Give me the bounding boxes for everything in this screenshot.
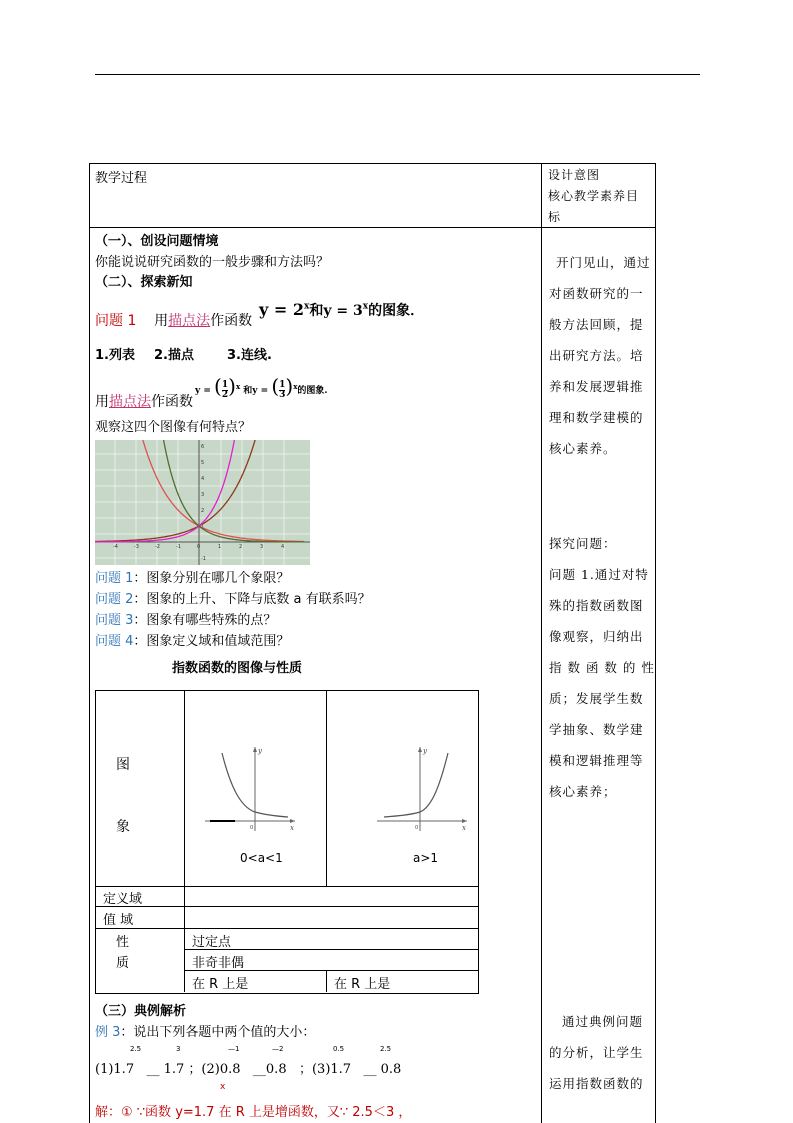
sidebar-block1-line1: 开门见山，通过 bbox=[556, 255, 651, 270]
inc-x-label: x bbox=[462, 824, 466, 832]
props-row-range bbox=[95, 928, 478, 929]
exponential-graph bbox=[95, 440, 310, 565]
header-right-3: 标 bbox=[548, 210, 562, 224]
dec-y-arrow bbox=[253, 747, 257, 752]
question-2 bbox=[95, 588, 371, 607]
sup-3: —1 bbox=[228, 1045, 240, 1053]
example-text: ：说出下列各题中两个值的大小： bbox=[120, 1025, 316, 1040]
plot2-post: 作函数 bbox=[151, 394, 193, 410]
fixed-point-label: 过定点 bbox=[192, 935, 232, 950]
sidebar-block3-line1: 通过典例问题 bbox=[562, 1014, 644, 1029]
formula-tail: 的图象． bbox=[368, 303, 425, 319]
example-line bbox=[95, 1021, 315, 1040]
q4-text: ：图象定义域和值域范围？ bbox=[133, 634, 290, 649]
problem1-formula bbox=[259, 300, 424, 320]
graph-x-tick: 4 bbox=[281, 544, 285, 550]
solution-line: 解：① ∵函数 y=1.7 在 R 上是增函数，又∵ 2.5＜3 ， bbox=[95, 1105, 412, 1120]
props-graph-char-2: 象 bbox=[116, 819, 130, 835]
q2-text: ：图象的上升、下降与底数 a 有联系吗？ bbox=[133, 592, 371, 607]
sidebar-block2-line8: 模和逻辑推理等 bbox=[549, 753, 644, 768]
inc-y-label: y bbox=[423, 747, 427, 755]
graph-increasing bbox=[372, 745, 472, 835]
step-3: 3.连线. bbox=[227, 348, 272, 363]
graph-decreasing bbox=[200, 745, 300, 835]
sup-5: 0.5 bbox=[333, 1045, 345, 1053]
props-graph-char-1: 图 bbox=[116, 757, 130, 773]
formula-exp-1: x bbox=[303, 301, 310, 312]
observe-text: 观察这四个图像有何特点？ bbox=[95, 420, 252, 435]
graph-y-tick: 5 bbox=[201, 460, 205, 466]
case-right: a>1 bbox=[413, 851, 439, 865]
sidebar-block2-line3: 殊的指数函数图 bbox=[549, 598, 644, 613]
graph-y-tick: 3 bbox=[201, 492, 205, 498]
sidebar-block1-line6: 理和数学建模的 bbox=[549, 410, 644, 425]
dec-y-label: y bbox=[258, 747, 262, 755]
problem1-line bbox=[95, 310, 252, 330]
section3-heading: （三）典例解析 bbox=[95, 1004, 187, 1019]
header-right-1: 设计意图 bbox=[548, 168, 601, 182]
header-left: 教学过程 bbox=[95, 171, 148, 186]
mono-left-label: 在 R 上是 bbox=[192, 977, 249, 992]
f-and: 和y = bbox=[243, 386, 269, 396]
f-exp-2: x bbox=[293, 382, 298, 391]
range-label: 值 域 bbox=[103, 913, 134, 928]
inc-x-arrow bbox=[462, 819, 467, 823]
dec-x-arrow bbox=[290, 819, 295, 823]
question-1 bbox=[95, 567, 289, 586]
q4-label: 问题 4 bbox=[95, 634, 134, 649]
f-third-den: 3 bbox=[279, 390, 286, 400]
graph-y-tick: 2 bbox=[201, 508, 205, 514]
table-mid bbox=[541, 163, 542, 1123]
sidebar-block2-line6: 质；发展学生数 bbox=[549, 691, 644, 706]
table-top bbox=[89, 163, 656, 164]
props-title: 指数函数的图像与性质 bbox=[172, 661, 303, 676]
header-right-2: 核心教学素养目 bbox=[548, 189, 640, 203]
sup-2: 3 bbox=[176, 1045, 181, 1053]
inc-y-arrow bbox=[418, 747, 422, 752]
plot2-pre: 用 bbox=[95, 394, 109, 410]
q1-text: ：图象分别在哪几个象限？ bbox=[133, 571, 290, 586]
problem1-post: 作函数 bbox=[210, 313, 253, 329]
sidebar-block2-line2: 问题 1.通过对特 bbox=[549, 567, 649, 582]
q3-label: 问题 3 bbox=[95, 613, 134, 628]
props-col1 bbox=[184, 690, 185, 992]
formula-y2: y = 2 bbox=[259, 300, 304, 319]
sidebar-block1-line3: 般方法回顾，提 bbox=[549, 317, 644, 332]
case-left: 0<a<1 bbox=[240, 851, 283, 865]
graph-x-tick: 3 bbox=[260, 544, 264, 550]
formula-exp-2: x bbox=[362, 301, 369, 312]
sidebar-block2-line1: 探究问题： bbox=[549, 536, 617, 551]
sidebar-block1-line5: 养和发展逻辑推 bbox=[549, 379, 644, 394]
section1-question: 你能说说研究函数的一般步骤和方法吗？ bbox=[95, 255, 330, 270]
plot2-link[interactable]: 描点法 bbox=[109, 394, 151, 410]
sidebar-block2-line9: 核心素养； bbox=[549, 784, 617, 799]
mono-right-label: 在 R 上是 bbox=[334, 977, 391, 992]
f-y1: y = bbox=[195, 386, 211, 396]
question-4 bbox=[95, 630, 289, 649]
sup-1: 2.5 bbox=[130, 1045, 142, 1053]
sidebar-block3-line3: 运用指数函数的 bbox=[549, 1076, 644, 1091]
f-third-num: 1 bbox=[279, 380, 286, 390]
problem1-pre: 用 bbox=[154, 313, 169, 329]
q3-text: ：图象有哪些特殊的点？ bbox=[133, 613, 277, 628]
sidebar-block1-line2: 对函数研究的一 bbox=[549, 286, 644, 301]
sidebar-block2-line5: 指 数 函 数 的 性 bbox=[549, 660, 655, 675]
props-col2-mono bbox=[326, 970, 327, 992]
f-exp-1: x bbox=[235, 382, 241, 391]
step-1: 1.列表 bbox=[95, 348, 135, 363]
graph-x-tick: 0 bbox=[197, 544, 201, 550]
q1-label: 问题 1 bbox=[95, 571, 134, 586]
inc-curve bbox=[384, 753, 448, 817]
header-rule bbox=[95, 74, 700, 75]
f-half-den: 2 bbox=[221, 390, 229, 400]
dec-x-label: x bbox=[290, 824, 294, 832]
sidebar-block2-line7: 学抽象、数学建 bbox=[549, 722, 644, 737]
props-row-graph bbox=[95, 886, 478, 887]
table-left bbox=[89, 163, 90, 1123]
graph-x-tick: 2 bbox=[239, 544, 243, 550]
q2-label: 问题 2 bbox=[95, 592, 134, 607]
graph-x-tick: -2 bbox=[155, 544, 160, 550]
graph-y-tick: -1 bbox=[201, 556, 206, 562]
step-2: 2.描点 bbox=[154, 348, 194, 363]
graph-x-tick: -3 bbox=[134, 544, 139, 550]
graph-y-tick: 1 bbox=[201, 524, 205, 530]
domain-label: 定义域 bbox=[103, 892, 143, 907]
props-col2-graph bbox=[326, 690, 327, 886]
sup-6: 2.5 bbox=[380, 1045, 392, 1053]
parity-label: 非奇非偶 bbox=[192, 956, 245, 971]
problem1-link[interactable]: 描点法 bbox=[168, 313, 211, 329]
section1-heading: （一）、创设问题情境 bbox=[95, 234, 219, 249]
sidebar-block3-line2: 的分析，让学生 bbox=[549, 1045, 644, 1060]
comparison-line: (1)1.7 __ 1.7 ；(2)0.8 __0.8 ；(3)1.7 __ 0.8 bbox=[95, 1062, 402, 1077]
f-tail: 的图象. bbox=[297, 386, 328, 396]
formula-y3: 和y = 3 bbox=[309, 303, 363, 319]
f-half-num: 1 bbox=[221, 380, 229, 390]
question-3 bbox=[95, 609, 276, 628]
dec-origin: 0 bbox=[250, 825, 254, 831]
table-row-divider bbox=[89, 227, 656, 228]
props-row-domain bbox=[95, 906, 478, 907]
sup-4: —2 bbox=[272, 1045, 284, 1053]
sidebar-block1-line4: 出研究方法。培 bbox=[549, 348, 644, 363]
plot2-formula: y = ( $\frac{1}{2}$ )$^x$ 和y = ( $\frac{1}{3}$ )$^x$的图象. bbox=[195, 374, 328, 400]
section2-heading: （二）、探索新知 bbox=[95, 275, 193, 290]
inc-origin: 0 bbox=[415, 825, 419, 831]
graph-x-tick: 1 bbox=[218, 544, 222, 550]
x-mark: x bbox=[220, 1082, 226, 1092]
graph-x-tick: -4 bbox=[113, 544, 118, 550]
table-right bbox=[655, 163, 656, 1123]
graph-x-tick: -1 bbox=[176, 544, 181, 550]
problem1-label: 问题 1 bbox=[95, 313, 137, 329]
graph-y-tick: 6 bbox=[201, 444, 205, 450]
prop-char-2: 质 bbox=[116, 956, 130, 971]
graph-y-tick: 4 bbox=[201, 476, 205, 482]
sidebar-block2-line4: 像观察，归纳出 bbox=[549, 629, 644, 644]
sidebar-block1-line7: 核心素养。 bbox=[549, 441, 617, 456]
prop-char-1: 性 bbox=[116, 935, 130, 950]
example-label: 例 3 bbox=[95, 1025, 121, 1040]
plot2-line bbox=[95, 391, 193, 411]
